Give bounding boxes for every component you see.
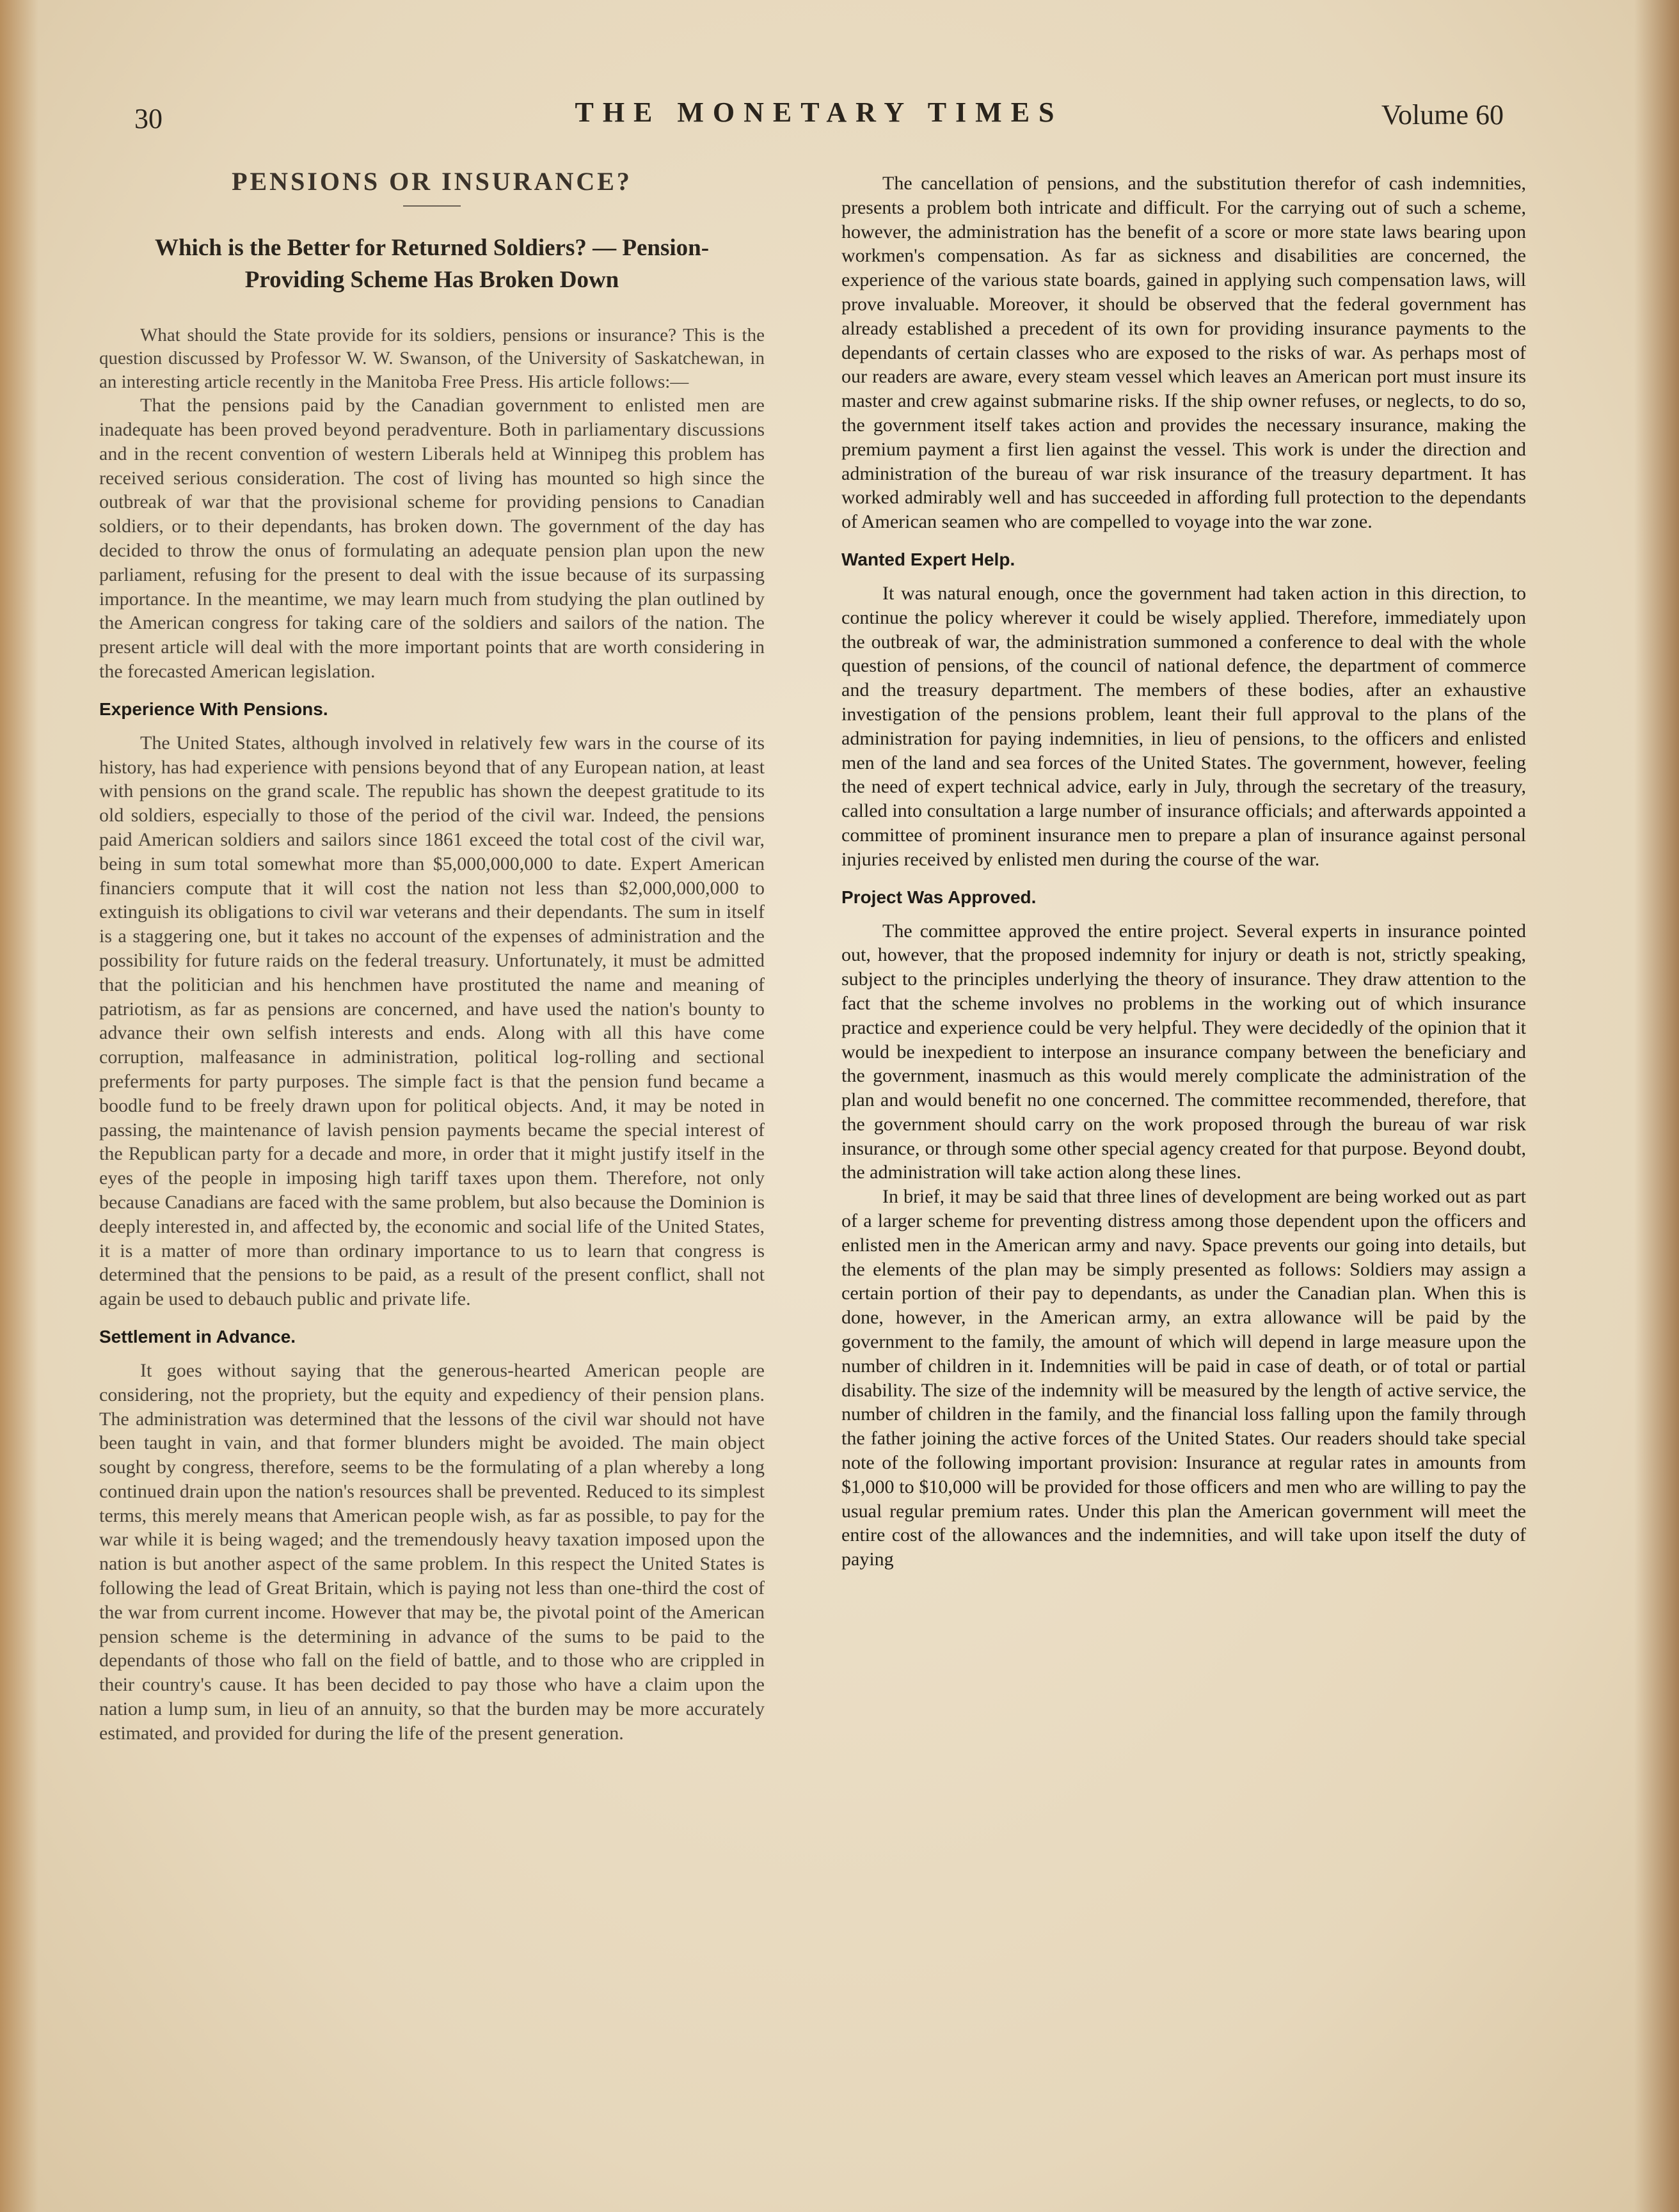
title-rule	[403, 205, 461, 207]
article-opening: That the pensions paid by the Canadian government to enlisted men are inadequate has been proved beyond peradventure. Both in parliamentary discussions and in the recent convention of western Liberals held at Winnipeg this problem has received serious consideration. The cost of living has mounted so high since the outbreak of war that the provisional scheme for providing pensions to Canadian soldiers, or to their dependants, has broken down. The government of the day has decided to throw the onus of formulating an adequate pension plan upon the new parliament, refusing for the present to deal with the issue because of its surpassing importance. In the meantime, we may learn much from studying the plan outlined by the American congress for taking care of the soldiers and sailors of the nation. The present article will deal with the more important points that are worth considering in the forecasted American legislation.	[99, 395, 765, 682]
volume-label: Volume 60	[1381, 99, 1504, 130]
section-heading: Experience With Pensions.	[99, 699, 328, 719]
section-text: It was natural enough, once the government had taken action in this direction, to continue the policy wherever it could be wisely applied. Therefore, immediately upon the outbreak of war, the administration summoned a conference to deal with the whole question of pensions, of the council of national defence, the department of commerce and the treasury department. The members of these bodies, after an exhaustive investigation of the pensions problem, leant their full approval to the plans of the administration for paying indemnities, in lieu of pensions, to the officers and enlisted men of the land and sea forces of the United States. The government, however, feeling the need of expert technical advice, early in July, through the secretary of the treasury, called into consultation a large number of insurance officials; and afterwards appointed a committee of prominent insurance men to prepare a plan of insurance against personal injuries received by enlisted men during the course of the war.	[841, 582, 1526, 870]
section-heading: Settlement in Advance.	[99, 1326, 296, 1347]
section-text: The United States, although involved in relatively few wars in the course of its history, has had experience with pensions beyond that of any European nation, at least with pensions on the grand scale. The republic has shown the deepest gratitude to its old soldiers, especially to those of the period of the civil war. Indeed, the pensions paid American soldiers and sailors since 1861 exceed the total cost of the civil war, being in sum total somewhat more than $5,000,000,000 to date. Expert American financiers compute that it will cost the nation not less than $2,000,000,000 to extinguish its obligations to civil war veterans and their dependants. The sum in itself is a staggering one, but it takes no account of the expenses of administration and the possibility for future raids on the federal treasury. Unfortunately, it must be admitted that the politician and his henchmen have prostituted the name and meaning of patriotism, as far as pensions are concerned, and have used the nation's bounty to advance their own selfish interests and ends. Along with all this have come corruption, malfeasance in administration, political log-rolling and sectional preferments for party purposes. The simple fact is that the pension fund became a boodle fund to be freely drawn upon for political objects. And, it may be noted in passing, the maintenance of lavish pension payments became the special interest of the Republican party for a decade and more, in order that it might justify itself in the eyes of the people in imposing high tariff taxes upon them. Therefore, not only because Canadians are faced with the same problem, but also because the Dominion is deeply interested in, and affected by, the economic and social life of the United States, it is a matter of more than ordinary importance to us to learn that congress is determined that the pensions to be paid, as a result of the present conflict, shall not again be used to debauch public and private life.	[99, 732, 765, 1310]
article-intro: What should the State provide for its soldiers, pensions or insurance? This is the question discussed by Professor W. W. Swanson, of the University of Saskatchewan, in an interesting article recently in the Manitoba Free Press. His article follows:—	[99, 324, 765, 392]
section-heading: Wanted Expert Help.	[841, 549, 1015, 569]
page-number: 30	[134, 103, 163, 134]
section-heading: Project Was Approved.	[841, 887, 1037, 907]
section-text: It goes without saying that the generous-hearted American people are considering, not the propriety, but the equity and expediency of their pension plans. The administration was determined that the lessons of the civil war should not have been taught in vain, and that former blunders might be avoided. The main object sought by congress, therefore, seems to be the formulating of a plan whereby a long continued drain upon the nation's resources shall be prevented. Reduced to its simplest terms, this merely means that American people wish, as far as possible, to pay for the war while it is being waged; and the tremendously heavy taxation imposed upon the nation is but another aspect of the same problem. In this respect the United States is following the lead of Great Britain, which is paying not less than one-third the cost of the war from current income. However that may be, the pivotal point of the American pension scheme is the determining in advance of the sums to be paid to the dependants of those who fall on the field of battle, and to those who are crippled in their country's cause. It has been decided to pay those who have a claim upon the nation a lump sum, in lieu of an annuity, so that the burden may be more accurately estimated, and provided for during the life of the present generation.	[99, 1359, 765, 1744]
left-column	[99, 166, 765, 1746]
running-head: THE MONETARY TIMES	[575, 97, 1063, 128]
section-text: The committee approved the entire project. Several experts in insurance pointed out, however, that the proposed indemnity for injury or death is not, strictly speaking, subject to the principles underlying the theory of insurance. They draw attention to the fact that the scheme involves no problems in the working out of which insurance practice and experience could be very helpful. They were decidedly of the opinion that it would be inexpedient to interpose an insurance company between the beneficiary and the government, inasmuch as this would merely complicate the administration of the plan and would benefit no one concerned. The committee recommended, therefore, that the government should carry on the work proposed through the bureau of war risk insurance, or through some other special agency created for that purpose. Beyond doubt, the administration will take action along these lines.	[841, 920, 1526, 1183]
right-column	[841, 171, 1526, 1572]
article-subtitle: Which is the Better for Returned Soldiers? — Pension-Providing Scheme Has Broken Down	[154, 235, 710, 294]
section-text: In brief, it may be said that three lines of development are being worked out as part of a larger scheme for preventing distress among those dependent upon the officers and enlisted men in the American army and navy. Space prevents our going into details, but the elements of the plan may be simply presented as follows: Soldiers may assign a certain portion of their pay to dependants, as under the Canadian plan. When this is done, however, in the American army, an extra allowance will be paid by the government to the family, the amount of which will depend in large measure upon the number of children in it. Indemnities will be paid in case of death, or of total or partial disability. The size of the indemnity will be measured by the length of active service, the number of children in the family, and the financial loss falling upon the family through the father joining the active forces of the United States. Our readers should take special note of the following important provision: Insurance at regular rates in amounts from $1,000 to $10,000 will be provided for those officers and men who are willing to pay the usual regular premium rates. Under this plan the American government will meet the entire cost of the allowances and the indemnities, and will take upon itself the duty of paying	[841, 1186, 1526, 1570]
page-edge-shadow-left	[0, 0, 38, 2212]
article-title: PENSIONS OR INSURANCE?	[232, 167, 632, 196]
page-header	[134, 96, 1504, 141]
page-edge-shadow-right	[1634, 0, 1679, 2212]
right-intro-paragraph: The cancellation of pensions, and the substitution therefor of cash indemnities, presents a problem both intricate and difficult. For the carrying out of such a scheme, however, the administration has the benefit of a score or more state laws bearing upon workmen's compensation. As far as sickness and disabilities are concerned, the experience of the various state boards, gained in applying such compensation laws, will prove invaluable. Moreover, it should be observed that the federal government has already established a precedent of its own for providing insurance payments to the dependants of certain classes who are exposed to the risks of war. As perhaps most of our readers are aware, every steam vessel which leaves an American port must insure its master and crew against submarine risks. If the ship owner refuses, or neglects, to do so, the government itself takes action and provides the necessary insurance, making the premium payment a first lien against the vessel. This work is under the direction and administration of the bureau of war risk insurance of the treasury department. It has worked admirably well and has succeeded in affording full protection to the dependants of American seamen who are compelled to voyage into the war zone.	[841, 173, 1526, 533]
